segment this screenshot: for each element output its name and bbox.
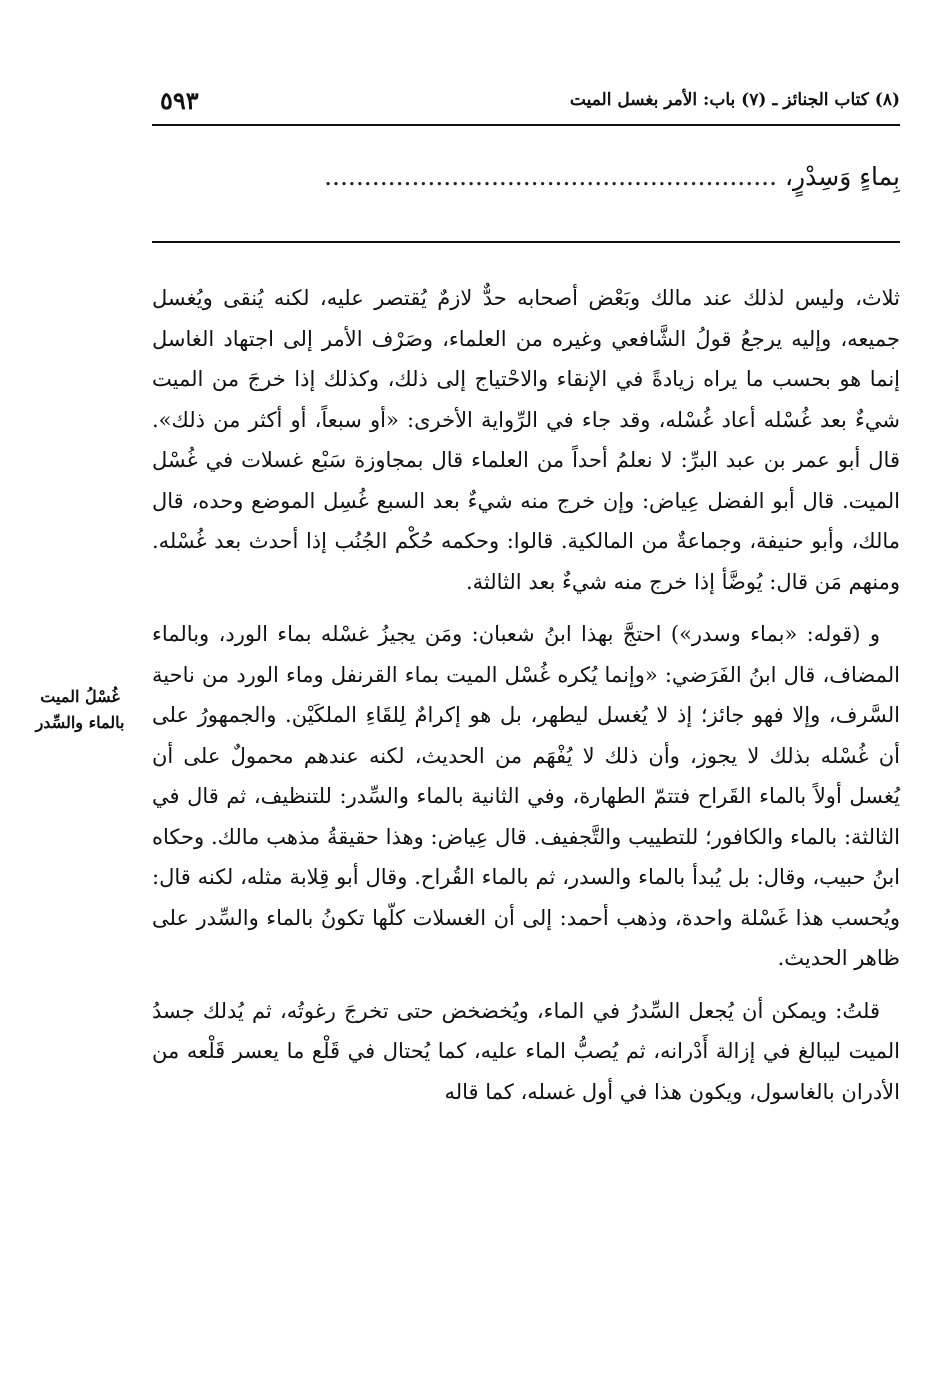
chapter-title: (٨) كتاب الجنائز ـ (٧) باب: الأمر بغسل الميت (569, 90, 900, 110)
section-divider (152, 241, 900, 243)
paragraph: قلتُ: ويمكن أن يُجعل السِّدرُ في الماء، ويُخضخض حتى تخرجَ رغوتُه، ثم يُدلك جسدُ الميت ليبالغ في إزالة أَدْرانه، ثم يُصبُّ الماء عليه، كما يُحتال في قَلْع ما يعسر قَلْعه من الأدران بالغاسول، ويكون هذا في أول غسله، كما قاله (152, 998, 900, 1104)
paragraph: ثلاث، وليس لذلك عند مالك وبَعْض أصحابه حدٌّ لازمٌ يُقتصر عليه، لكنه يُنقى ويُغسل جميعه، وإليه يرجعُ قولُ الشَّافعي وغيره من العلماء، وصَرْف الأمر إلى اجتهاد الغاسل إنما هو بحسب ما يراه زيادةً في الإنقاء والاحْتياج إلى ذلك، وكذلك إذا خرجَ من الميت شيءٌ بعد غُسْله أعاد غُسْله، وقد جاء في الرِّواية الأخرى: «أو سبعاً، أو أكثر من ذلك». قال أبو عمر بن عبد البرِّ: لا نعلمُ أحداً من العلماء قال بمجاوزة سَبْع غسلات في غُسْل الميت. قال أبو الفضل عِياض: وإن خرج منه شيءٌ بعد السبع غُسِل الموضع وحده، قال مالك، وأبو حنيفة، وجماعةٌ من المالكية. قالوا: وحكمه حُكْم الجُنُب إذا أحدث بعد غُسْله. ومنهم مَن قال: يُوضَّأ إذا خرج منه شيءٌ بعد الثالثة. (152, 286, 900, 594)
margin-note (18, 684, 142, 736)
running-header (152, 84, 900, 126)
hadith-text: بِماءٍ وَسِدْرٍ، (784, 162, 900, 191)
paragraph: و (قوله: «بماء وسدر») احتجَّ بهذا ابنُ شعبان: ومَن يجيزُ غسْله بماء الورد، وبالماء المضاف، قال ابنُ الفَرَضي: «وإنما يُكره غُسْل الميت بماء القرنفل وماء الورد من ناحية السَّرف، وإلا فهو جائز؛ إذ لا يُغسل ليطهر، بل هو إكرامٌ لِلقَاءِ الملكَيْن. والجمهورُ على أن غُسْله بذلك لا يجوز، وأن ذلك لا يُفْهَم من الحديث، لكنه عندهم محمولٌ على أن يُغسل أولاً بالماء القَراح فتتمّ الطهارة، وفي الثانية بالماء والسِّدر: للتنظيف، ثم قال في الثالثة: بالماء والكافور؛ للتطييب والتَّجفيف. قال عِياض: وهذا حقيقةُ مذهب مالك. وحكاه ابنُ حبيب، وقال: بل يُبدأ بالماء والسدر، ثم بالماء القُراح. وقال أبو قِلابة مثله، لكنه قال: ويُحسب هذا غَسْلة واحدة، وذهب أحمد: إلى أن الغسلات كلّها تكونُ بالماء والسِّدر على ظاهر الحديث. (152, 622, 900, 970)
hadith-excerpt (152, 162, 900, 204)
margin-note-line: بالماء والسِّدر (35, 713, 125, 732)
commentary-text (152, 278, 900, 1124)
margin-note-line: غُسْلُ الميت (40, 687, 120, 706)
ellipsis-dots: ......................................................... (324, 162, 778, 191)
page-number: ٥٩٣ (160, 86, 199, 115)
